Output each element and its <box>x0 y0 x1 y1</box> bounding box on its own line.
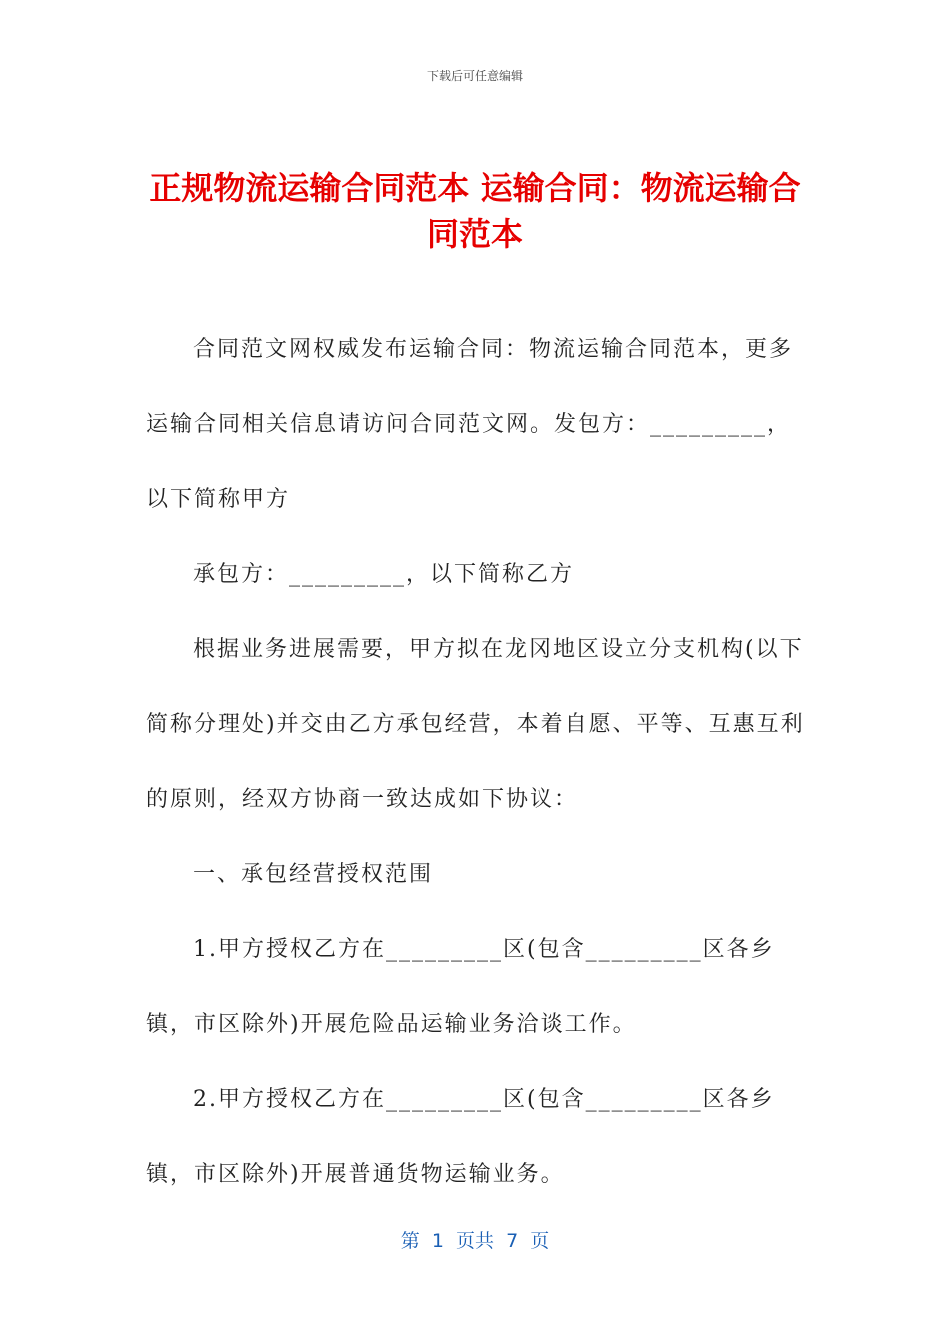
header-note: 下载后可任意编辑 <box>426 69 523 83</box>
clause-1: 1.甲方授权乙方在_________区(包含_________区各乡镇，市区除外)开展危险品运输业务洽谈工作。 <box>146 937 775 1037</box>
page-number: 第 1 页共 7 页 <box>400 1230 550 1252</box>
document-title: 正规物流运输合同范本 运输合同：物流运输合同范本 <box>149 169 801 254</box>
paragraph-intro: 合同范文网权威发布运输合同：物流运输合同范本，更多运输合同相关信息请访问合同范文网。发包方：_________，以下简称甲方 <box>146 337 794 512</box>
document-body <box>146 312 806 1212</box>
clause-2: 2.甲方授权乙方在_________区(包含_________区各乡镇，市区除外)开展普通货物运输业务。 <box>146 1087 775 1187</box>
section-heading-1: 一、承包经营授权范围 <box>193 862 434 887</box>
paragraph-contractor: 承包方：_________，以下简称乙方 <box>193 562 575 587</box>
paragraph-purpose: 根据业务进展需要，甲方拟在龙冈地区设立分支机构(以下简称分理处)并交由乙方承包经营，本着自愿、平等、互惠互利的原则，经双方协商一致达成如下协议： <box>146 637 805 812</box>
